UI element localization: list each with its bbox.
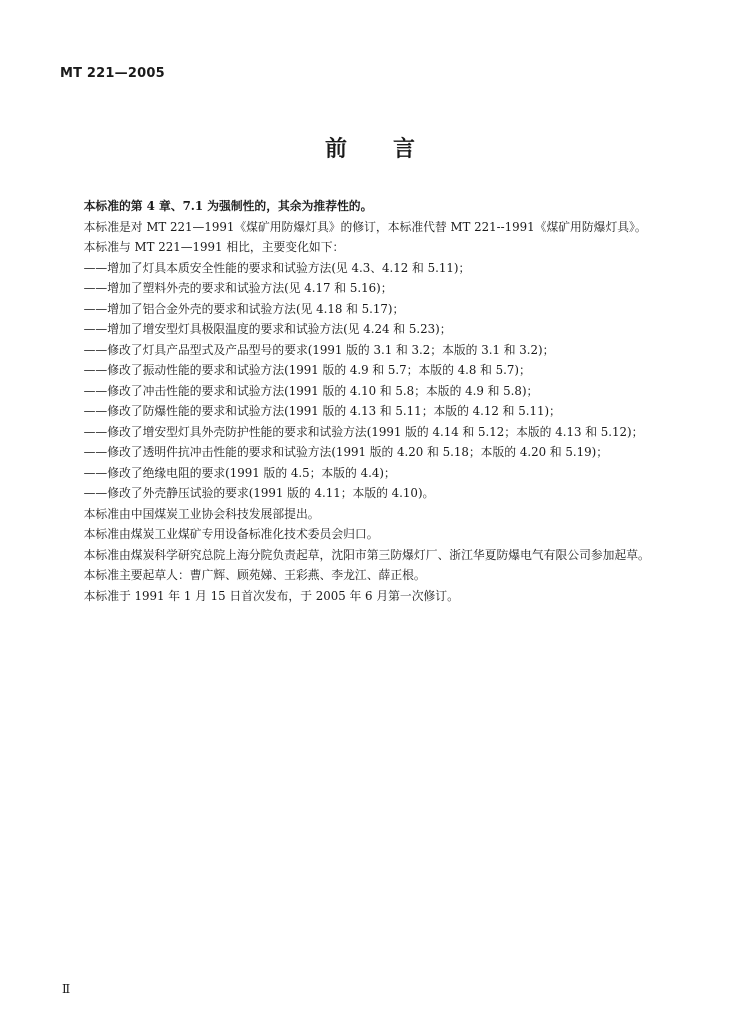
change-item: ——修改了冲击性能的要求和试验方法(1991 版的 4.10 和 5.8；本版的 4.9 和 5.8)； bbox=[83, 383, 539, 398]
paragraph-changes-intro: 本标准与 MT 221—1991 相比，主要变化如下： bbox=[83, 240, 345, 254]
change-item: ——修改了灯具产品型式及产品型号的要求(1991 版的 3.1 和 3.2；本版的 3.1 和 3.2)； bbox=[83, 342, 555, 357]
paragraph-mandatory-note: 本标准的第 4 章、7.1 为强制性的，其余为推荐性的。 bbox=[83, 199, 373, 213]
paragraph-proposed-by: 本标准由中国煤炭工业协会科技发展部提出。 bbox=[83, 506, 320, 521]
change-item: ——增加了增安型灯具极限温度的要求和试验方法(见 4.24 和 5.23)； bbox=[83, 322, 452, 336]
change-item: ——修改了振动性能的要求和试验方法(1991 版的 4.9 和 5.7；本版的 4.8 和 5.7)； bbox=[83, 363, 531, 377]
standard-code-header: MT 221—2005 bbox=[60, 66, 165, 81]
change-item: ——修改了增安型灯具外壳防护性能的要求和试验方法(1991 版的 4.14 和 5.12；本版的 4.13 和 5.12)； bbox=[83, 424, 644, 439]
title-char-2: 言 bbox=[393, 137, 418, 162]
paragraph-history: 本标准于 1991 年 1 月 15 日首次发布，于 2005 年 6 月第一次修订。 bbox=[83, 588, 459, 603]
change-item: ——修改了绝缘电阻的要求(1991 版的 4.5；本版的 4.4)； bbox=[83, 465, 396, 480]
change-item: ——增加了灯具本质安全性能的要求和试验方法(见 4.3、4.12 和 5.11)； bbox=[83, 260, 471, 275]
paragraph-drafted-by: 本标准由煤炭科学研究总院上海分院负责起草，沈阳市第三防爆灯厂、浙江华夏防爆电气有限公司参加起草。 bbox=[83, 547, 650, 562]
foreword-body bbox=[60, 196, 676, 606]
change-item: ——修改了外壳静压试验的要求(1991 版的 4.11；本版的 4.10)。 bbox=[83, 486, 435, 500]
change-item: ——修改了透明件抗冲击性能的要求和试验方法(1991 版的 4.20 和 5.18；本版的 4.20 和 5.19)； bbox=[83, 445, 609, 459]
title-char-1: 前 bbox=[324, 137, 349, 162]
change-item: ——增加了铝合金外壳的要求和试验方法(见 4.18 和 5.17)； bbox=[83, 301, 405, 316]
change-item: ——增加了塑料外壳的要求和试验方法(见 4.17 和 5.16)； bbox=[83, 281, 393, 295]
page-title bbox=[0, 132, 742, 163]
page-number: Ⅱ bbox=[62, 982, 71, 996]
paragraph-revision-note: 本标准是对 MT 221—1991《煤矿用防爆灯具》的修订，本标准代替 MT 221--1991《煤矿用防爆灯具》。 bbox=[83, 219, 647, 234]
paragraph-drafters: 本标准主要起草人：曹广辉、顾苑娣、王彩燕、李龙江、薛正根。 bbox=[83, 568, 426, 582]
change-item: ——修改了防爆性能的要求和试验方法(1991 版的 4.13 和 5.11；本版的 4.12 和 5.11)； bbox=[83, 404, 561, 418]
paragraph-managed-by: 本标准由煤炭工业煤矿专用设备标准化技术委员会归口。 bbox=[83, 527, 379, 541]
